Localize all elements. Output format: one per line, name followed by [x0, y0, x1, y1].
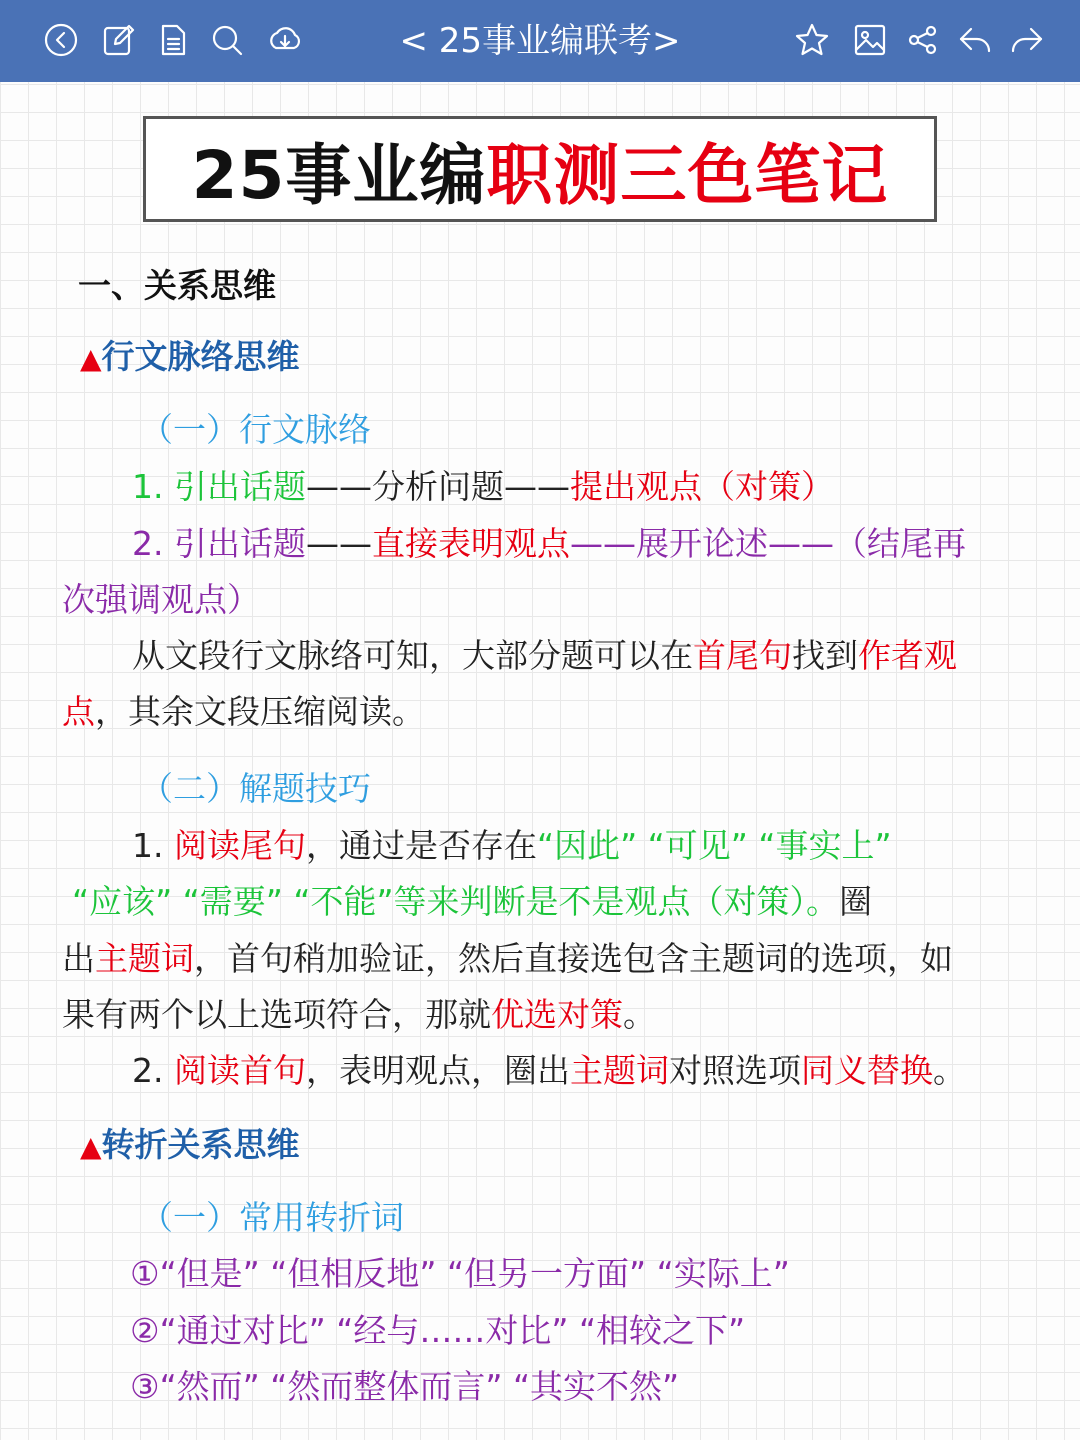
- triangle-icon: ▲: [80, 342, 102, 375]
- page-title: [143, 116, 937, 222]
- a2-item-2: [132, 1051, 966, 1091]
- subsection-heading-b-label: 转折关系思维: [101, 1125, 300, 1164]
- a1-item-1: [132, 467, 834, 507]
- a2-item-1-line2: [72, 882, 872, 922]
- search-icon[interactable]: [207, 20, 247, 60]
- a2-1-s10: 优选对策: [491, 995, 623, 1034]
- a2-1-s8: ，首句稍加验证，然后直接选包含主题词的选项，如: [194, 939, 953, 978]
- a1-item-2-cont: 次强调观点）: [62, 580, 260, 619]
- title-red-part: 职测三色笔记: [486, 136, 889, 214]
- redo-icon[interactable]: [1007, 20, 1047, 60]
- a1-p-s3: 找到: [792, 636, 858, 675]
- section-heading: 一、关系思维: [78, 266, 276, 305]
- a1-1-s3: 提出观点（对策）: [569, 467, 834, 506]
- a2-1-s3: “因此” “可见” “事实上”: [536, 826, 892, 865]
- a2-1-s11: 。: [623, 995, 656, 1034]
- a2-item-1-line3: [62, 939, 953, 979]
- a2-1-s2: ，通过是否存在: [305, 826, 537, 865]
- subsection-heading-a-label: 行文脉络思维: [101, 337, 300, 376]
- star-icon[interactable]: [792, 20, 832, 60]
- a2-item-1-line1: [132, 826, 892, 866]
- a1-p-s4: 作者观: [858, 636, 957, 675]
- a2-2-s5: 同义替换: [800, 1051, 933, 1090]
- a2-2-s1: 阅读首句: [173, 1051, 306, 1090]
- undo-icon[interactable]: [955, 20, 995, 60]
- a2-1-s7: 主题词: [95, 939, 194, 978]
- subsection-heading-a: [80, 337, 300, 379]
- a1-p-s5: 点: [62, 692, 95, 731]
- a1-2-s2: ——: [305, 524, 372, 563]
- a1-2-s4: ——展开论述——（结尾再: [569, 524, 966, 563]
- document-icon[interactable]: [153, 20, 193, 60]
- a2-2-s3: 主题词: [569, 1051, 669, 1090]
- subheading-a1: （一）行文脉络: [140, 410, 371, 449]
- a2-1-s9: 果有两个以上选项符合，那就: [62, 995, 491, 1034]
- triangle-icon: ▲: [80, 1130, 102, 1163]
- a2-1-s4: “应该” “需要” “不能”等来判断是不是观点（对策）。: [72, 882, 840, 921]
- a2-2-s2: ，表明观点，圈出: [305, 1051, 570, 1090]
- list-item: ③“然而” “然而整体而言” “其实不然”: [130, 1367, 680, 1406]
- a2-2-s6: 。: [932, 1051, 966, 1090]
- a1-p-s2: 首尾句: [693, 636, 792, 675]
- a1-2-s1: 引出话题: [173, 524, 306, 563]
- a2-1-s5: 圈: [839, 882, 873, 921]
- a1-1-num: 1.: [132, 467, 174, 506]
- a2-2-s4: 对照选项: [668, 1051, 801, 1090]
- a1-1-s2: ——分析问题——: [305, 467, 570, 506]
- share-icon[interactable]: [903, 20, 943, 60]
- a2-2-num: 2.: [132, 1051, 174, 1090]
- download-icon[interactable]: [265, 20, 305, 60]
- subheading-a2: （二）解题技巧: [140, 769, 371, 808]
- toolbar-title: < 25事业编联考>: [399, 21, 681, 61]
- title-black-part: 25事业编: [191, 136, 487, 214]
- a1-p-s6: ，其余文段压缩阅读。: [95, 692, 425, 731]
- a2-1-s6: 出: [62, 939, 95, 978]
- image-icon[interactable]: [850, 20, 890, 60]
- a1-p-s1: 从文段行文脉络可知，大部分题可以在: [132, 636, 693, 675]
- a1-1-s1: 引出话题: [173, 467, 306, 506]
- subheading-b1: （一）常用转折词: [140, 1198, 404, 1237]
- a1-paragraph-line1: [132, 636, 957, 676]
- back-icon[interactable]: [41, 20, 81, 60]
- a1-2-num: 2.: [132, 524, 174, 563]
- a2-1-num: 1.: [132, 826, 174, 865]
- a1-2-s3: 直接表明观点: [371, 524, 570, 563]
- a1-paragraph-line2: [62, 692, 425, 732]
- a1-item-2: [132, 524, 966, 564]
- list-item: ①“但是” “但相反地” “但另一方面” “实际上”: [130, 1254, 790, 1293]
- a2-1-s1: 阅读尾句: [173, 826, 306, 865]
- subsection-heading-b: [80, 1125, 300, 1167]
- edit-icon[interactable]: [99, 20, 139, 60]
- a2-item-1-line4: [62, 995, 656, 1035]
- top-toolbar: [0, 0, 1080, 82]
- list-item: ②“通过对比” “经与……对比” “相较之下”: [130, 1311, 746, 1350]
